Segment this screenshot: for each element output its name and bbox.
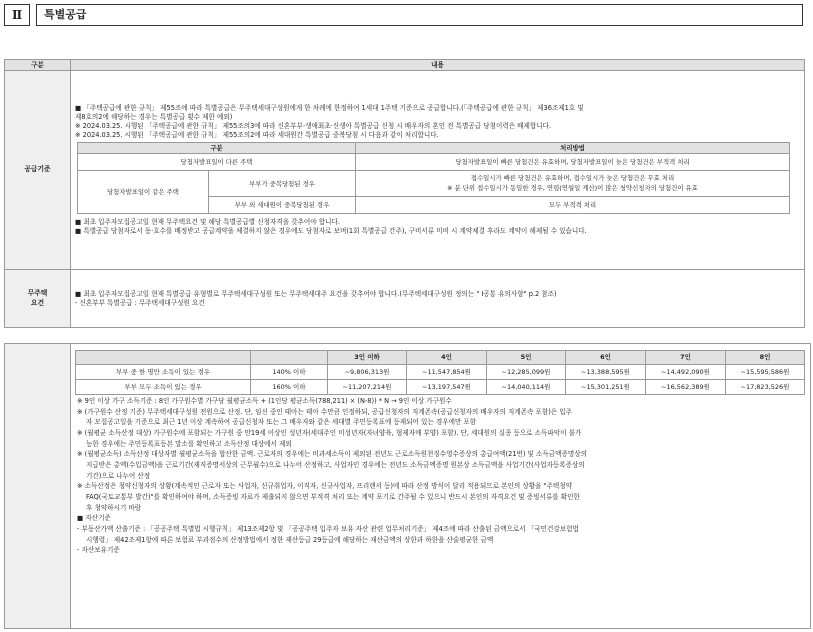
income-notes xyxy=(75,396,806,556)
income-cell: ~17,823,526원 xyxy=(726,380,805,395)
income-cell: ~11,547,854원 xyxy=(407,365,487,380)
homeless-requirement-label xyxy=(5,270,71,328)
income-header-pct xyxy=(251,351,328,365)
supply-bullet-1: ■ 「주택공급에 관한 규칙」 제55조에 따라 특별공급은 무주택세대구성원에게 한 차례에 한정하여 1세대 1주택 기준으로 공급합니다.(「주택공급에 관한 규칙」 제36조제1호 및 xyxy=(75,103,584,112)
income-note: ※ (월평균 소득산정 대상) 가구원수에 포함되는 가구원 중 만19세 이상인 성년자(세대주인 미성년자(자녀양육, 형제자매 부양) 포함). 단, 세대원의 실종 등으로 소득파악이 불가 xyxy=(77,429,582,438)
income-note: ※ 9인 이상 가구 소득기준 : 8인 가구원수별 가구당 월평균소득 + (1인당 평균소득(788,211) × (N-8)) * N → 9인 이상 가구원수 xyxy=(77,397,452,405)
income-note: ※ (가구원수 산정 기준) 무주택세대구성원 전원으로 산정. 단, 임신 중인 태아는 태아 수만큼 인정하되, 공급신청자의 직계존속(공급신청자의 배우자의 직계존속 포함)은 입주 xyxy=(77,407,573,416)
income-cell: ~15,301,251원 xyxy=(566,380,646,395)
income-cell: ~13,197,547원 xyxy=(407,380,487,395)
section-number: Ⅱ xyxy=(4,4,30,26)
income-header-4: 4인 xyxy=(407,351,487,365)
supply-note-1: ※ 2024.03.25. 시행된 「주택공급에 관한 규칙」 제55조의3에 따라 신혼부부·생애최초·신생아 특별공급 신청 시 배우자의 혼인 전 특별공급 당첨이력은 배제합니다. xyxy=(75,121,552,130)
income-note: ※ 소득산정은 청약신청자의 상황(계속적인 근로자 또는 사업자, 신규취업자, 이직자, 신규사업자, 프리랜서 등)에 따라 산정 방식이 달리 적용되므로 본인의 상황을 "주택청약 xyxy=(77,482,573,491)
income-cell: ~12,285,099원 xyxy=(487,365,566,380)
asset-criteria-heading: ■ 자산기준 xyxy=(77,514,111,523)
dup-row3-subcategory: 부부 외 세대원이 중복당첨된 경우 xyxy=(209,197,356,214)
income-row2-pct: 160% 이하 xyxy=(251,380,328,395)
header-category: 구분 xyxy=(5,60,71,71)
income-header-5: 5인 xyxy=(487,351,566,365)
homeless-requirement-content xyxy=(71,270,805,328)
supply-note-2: ※ 2024.03.25. 시행된 「주택공급에 관한 규칙」 제55조의2에 따라 세대원간 특별공급 중복당첨 시 다음과 같이 처리합니다. xyxy=(75,130,439,139)
income-note: 자 모집공고일을 기준으로 최근 1년 이상 계속하여 공급신청자 또는 그 배우자와 같은 세대별 주민등록표에 등재되어 있는 경우에만 포함 xyxy=(86,418,477,427)
income-cell: ~15,595,586원 xyxy=(726,365,805,380)
supply-bullet-2: ■ 최초 입주자모집공고일 현재 무주택요건 및 해당 특별공급별 신청자격을 갖추어야 합니다. xyxy=(75,218,340,227)
income-criteria-box xyxy=(4,343,811,629)
income-cell: ~13,388,595원 xyxy=(566,365,646,380)
income-header-3: 3인 이하 xyxy=(328,351,407,365)
dup-row2-subcategory: 부부가 중복당첨된 경우 xyxy=(209,171,356,197)
income-header-6: 6인 xyxy=(566,351,646,365)
dup-row1-category: 당첨자발표일이 다른 주택 xyxy=(78,154,356,171)
duplicate-win-table xyxy=(77,142,790,214)
income-cell: ~11,207,214원 xyxy=(328,380,407,395)
dup-row2-method-line2: ※ 분 단위 접수일시가 동일한 경우, 연령(연월일 계산)이 많은 청약신청자의 당첨건이 유효 xyxy=(447,183,698,192)
income-left-column xyxy=(5,344,71,628)
income-note: FAQ(국토교통부 발간)"를 확인하여야 하며, 소득증빙 자료가 제출되지 않으면 부적격 처리 또는 계약 포기로 간주될 수 있으니 반드시 본인의 자격요건 및 증빙서류를 확인한 xyxy=(86,493,580,502)
income-header-7: 7인 xyxy=(646,351,726,365)
income-row2-label: 부부 모두 소득이 있는 경우 xyxy=(76,380,251,395)
supply-criteria-label: 공급기준 xyxy=(5,71,71,270)
income-cell: ~14,040,114원 xyxy=(487,380,566,395)
income-row1-pct: 140% 이하 xyxy=(251,365,328,380)
income-criteria-body xyxy=(75,350,806,556)
dup-header-category: 구분 xyxy=(78,143,356,154)
income-row1-label: 부부 중 한 명만 소득이 있는 경우 xyxy=(76,365,251,380)
homeless-label-line1: 무주택 xyxy=(27,289,48,298)
income-note: 능한 경우에는 주민등록표등본 말소를 확인하고 소득산정 대상에서 제외 xyxy=(86,439,292,448)
table-row xyxy=(76,365,805,380)
asset-note: 시행령」 제42조제1항에 따른 보험료 부과점수의 산정방법에서 정한 재산등급 29등급에 해당하는 재산금액의 상한과 하한을 산술평균한 금액 xyxy=(86,535,494,544)
dup-header-method: 처리방법 xyxy=(356,143,790,154)
supply-criteria-content xyxy=(71,71,805,270)
homeless-line-2: - 신혼부부 특별공급 : 무주택세대구성원 요건 xyxy=(75,298,205,307)
homeless-line-1: ■ 최초 입주자모집공고일 현재 특별공급 유형별로 무주택세대구성원 또는 무주택세대주 요건을 갖추어야 합니다.(무주택세대구성원 정의는 " Ⅰ공통 유의사항" p.2 참조) xyxy=(75,289,557,298)
table-row xyxy=(76,380,805,395)
income-header-8: 8인 xyxy=(726,351,805,365)
income-cell: ~16,562,389원 xyxy=(646,380,726,395)
section-header xyxy=(4,4,803,26)
income-cell: ~9,806,313원 xyxy=(328,365,407,380)
dup-row1-method: 당첨자발표일이 빠른 당첨건은 유효하며, 당첨자발표일이 늦은 당첨건은 부적격 처리 xyxy=(356,154,790,171)
dup-row3-method: 모두 부적격 처리 xyxy=(356,197,790,214)
income-note: 후 청약하시기 바람 xyxy=(86,503,142,512)
section-title: 특별공급 xyxy=(36,4,803,26)
income-header-blank xyxy=(76,351,251,365)
income-cell: ~14,492,090원 xyxy=(646,365,726,380)
income-note: 지급받은 총액(수입금액)을 근로기간(재직증명서상의 근무월수)으로 나누어 산정하고, 사업자인 경우에는 전년도 소득금액증명 원본상 소득금액을 사업기간(사업자등록증상의 xyxy=(86,461,585,470)
income-note: ※ (월평균소득) 소득산정 대상자별 월평균소득을 합산한 금액. 근로자의 경우에는 비과세소득이 제외된 전년도 근로소득원천징수영수증상의 총급여액(21번) 및 소득금액증명상의 xyxy=(77,450,587,459)
dup-row2-category: 당첨자발표일이 같은 주택 xyxy=(78,171,209,214)
special-supply-table xyxy=(4,59,805,328)
supply-bullet-3: ■ 특별공급 당첨자로서 동·호수를 배정받고 공급계약을 체결하지 않은 경우에도 당첨자로 보며(1회 특별공급 간주), 구비서류 미비 시 계약체결 후라도 계약이 해제될 수 있습니다. xyxy=(75,227,587,236)
dup-row2-method-line1: 접수일시가 빠른 당첨건은 유효하며, 접수일시가 늦은 당첨건은 무효 처리 xyxy=(470,174,675,183)
income-note: 기간)으로 나누어 산정 xyxy=(86,471,151,480)
asset-note: - 부동산가액 산출기준 : 「공공주택 특별법 시행규칙」 제13조제2항 및 「공공주택 입주자 보유 자산 관련 업무처리기준」 제4조에 따라 산출된 금액으로서 「국민건강보험법 xyxy=(77,525,579,534)
header-content: 내용 xyxy=(71,60,805,71)
homeless-label-line2: 요건 xyxy=(30,298,45,307)
dup-row2-method xyxy=(356,171,790,197)
asset-note: - 자산보유기준 xyxy=(77,546,120,555)
income-table xyxy=(75,350,805,395)
supply-bullet-1-cont: 제8호의2에 해당하는 경우는 특별공급 횟수 제한 예외) xyxy=(75,112,233,121)
